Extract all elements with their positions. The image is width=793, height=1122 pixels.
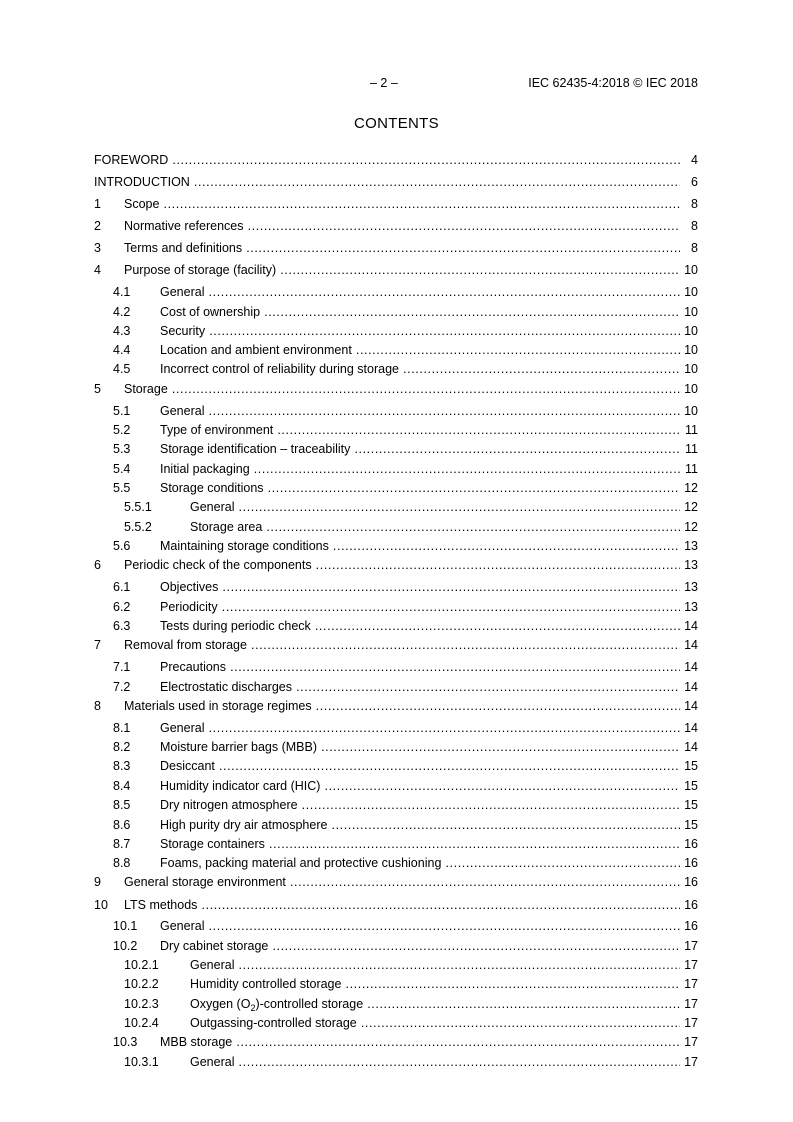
toc-entry-number: 8.7 bbox=[113, 837, 131, 851]
toc-entry-title: Humidity controlled storage ..... bbox=[190, 976, 680, 992]
toc-entry-number: 10.2.1 bbox=[124, 958, 159, 972]
toc-entry-page: 16 bbox=[684, 856, 698, 870]
toc-entry[interactable] bbox=[0, 403, 698, 419]
toc-entry-title: General ..... bbox=[190, 1054, 680, 1070]
toc-entry-title: Periodicity ..... bbox=[160, 599, 680, 615]
toc-entry-number: 8.8 bbox=[113, 856, 131, 870]
toc-entry-page: 13 bbox=[684, 539, 698, 553]
toc-entry-number: 4.1 bbox=[113, 285, 131, 299]
toc-entry-title: Terms and definitions ..... bbox=[124, 240, 680, 256]
toc-entry[interactable] bbox=[0, 441, 698, 457]
toc-entry-title: Cost of ownership ..... bbox=[160, 304, 680, 320]
toc-entry-number: 1 bbox=[94, 197, 101, 211]
toc-entry-title: General ..... bbox=[160, 720, 680, 736]
toc-entry[interactable] bbox=[0, 758, 698, 774]
toc-entry-title: Foams, packing material and protective cushioning ..... bbox=[160, 855, 680, 871]
toc-entry-number: 10.3.1 bbox=[124, 1055, 159, 1069]
toc-entry-page: 12 bbox=[684, 481, 698, 495]
toc-entry[interactable] bbox=[0, 778, 698, 794]
toc-entry[interactable] bbox=[0, 557, 698, 573]
toc-entry-number: 5 bbox=[94, 382, 101, 396]
toc-entry[interactable] bbox=[0, 1054, 698, 1070]
toc-entry-number: 5.1 bbox=[113, 404, 131, 418]
toc-entry-number: 4.5 bbox=[113, 362, 131, 376]
toc-entry-page: 10 bbox=[684, 305, 698, 319]
toc-entry[interactable] bbox=[0, 1015, 698, 1031]
toc-entry-page: 14 bbox=[684, 638, 698, 652]
toc-entry-number: 2 bbox=[94, 219, 101, 233]
toc-entry-number: 4.3 bbox=[113, 324, 131, 338]
toc-entry-title: Purpose of storage (facility) ..... bbox=[124, 262, 680, 278]
toc-entry[interactable] bbox=[0, 480, 698, 496]
toc-entry[interactable] bbox=[0, 957, 698, 973]
toc-entry-page: 6 bbox=[691, 175, 698, 189]
toc-entry-page: 4 bbox=[691, 153, 698, 167]
toc-entry-number: 4.4 bbox=[113, 343, 131, 357]
toc-entry-page: 12 bbox=[684, 500, 698, 514]
toc-entry[interactable] bbox=[0, 519, 698, 535]
toc-entry-title: LTS methods ..... bbox=[124, 897, 680, 913]
toc-entry-page: 17 bbox=[684, 1055, 698, 1069]
toc-entry-title: Dry nitrogen atmosphere ..... bbox=[160, 797, 680, 813]
toc-entry-title: Location and ambient environment ..... bbox=[160, 342, 680, 358]
toc-entry[interactable] bbox=[0, 874, 698, 890]
toc-entry-title: Storage containers ..... bbox=[160, 836, 680, 852]
toc-entry-title: Outgassing-controlled storage ..... bbox=[190, 1015, 680, 1031]
toc-entry-number: 5.5 bbox=[113, 481, 131, 495]
toc-entry-page: 13 bbox=[684, 600, 698, 614]
toc-entry-page: 10 bbox=[684, 285, 698, 299]
toc-entry[interactable] bbox=[0, 918, 698, 934]
toc-entry-number: 3 bbox=[94, 241, 101, 255]
toc-entry[interactable] bbox=[0, 897, 698, 913]
toc-entry[interactable] bbox=[0, 342, 698, 358]
toc-entry[interactable] bbox=[0, 323, 698, 339]
toc-entry[interactable] bbox=[0, 720, 698, 736]
toc-entry[interactable] bbox=[0, 679, 698, 695]
page-header bbox=[94, 76, 698, 92]
toc-entry-number: 6 bbox=[94, 558, 101, 572]
toc-entry-page: 17 bbox=[684, 958, 698, 972]
toc-entry-page: 10 bbox=[684, 324, 698, 338]
toc-entry-number: 6.1 bbox=[113, 580, 131, 594]
toc-entry-number: 8.4 bbox=[113, 779, 131, 793]
toc-entry[interactable] bbox=[0, 196, 698, 212]
toc-entry-title: Initial packaging ..... bbox=[160, 461, 680, 477]
toc-entry-number: 6.2 bbox=[113, 600, 131, 614]
toc-entry-title: Maintaining storage conditions ..... bbox=[160, 538, 680, 554]
toc-entry[interactable] bbox=[0, 637, 698, 653]
toc-entry-number: 8.3 bbox=[113, 759, 131, 773]
toc-entry-number: 8.2 bbox=[113, 740, 131, 754]
toc-entry[interactable] bbox=[0, 817, 698, 833]
toc-entry-title: Storage area ..... bbox=[190, 519, 680, 535]
toc-entry[interactable] bbox=[0, 538, 698, 554]
toc-entry-page: 17 bbox=[684, 997, 698, 1011]
toc-entry-number: 9 bbox=[94, 875, 101, 889]
toc-entry-title: General ..... bbox=[190, 499, 680, 515]
toc-entry-page: 17 bbox=[684, 977, 698, 991]
toc-entry-title: General ..... bbox=[160, 918, 680, 934]
toc-entry-number: 8.1 bbox=[113, 721, 131, 735]
toc-entry-page: 15 bbox=[684, 759, 698, 773]
toc-entry-title: FOREWORD ..... bbox=[94, 152, 680, 168]
toc-entry[interactable] bbox=[0, 836, 698, 852]
toc-entry-number: 4 bbox=[94, 263, 101, 277]
toc-entry-number: 10.2.4 bbox=[124, 1016, 159, 1030]
toc-entry-page: 14 bbox=[684, 619, 698, 633]
toc-entry[interactable] bbox=[0, 698, 698, 714]
toc-entry-page: 14 bbox=[684, 680, 698, 694]
toc-entry-page: 16 bbox=[684, 898, 698, 912]
toc-entry-number: 7.2 bbox=[113, 680, 131, 694]
toc-entry-number: 10.2.2 bbox=[124, 977, 159, 991]
toc-entry-page: 14 bbox=[684, 721, 698, 735]
toc-entry-number: 10.1 bbox=[113, 919, 138, 933]
toc-entry[interactable] bbox=[0, 284, 698, 300]
toc-entry-title: General ..... bbox=[160, 403, 680, 419]
toc-entry-title: Materials used in storage regimes ..... bbox=[124, 698, 680, 714]
toc-entry-page: 16 bbox=[684, 837, 698, 851]
toc-entry-page: 14 bbox=[684, 740, 698, 754]
toc-entry-page: 8 bbox=[691, 241, 698, 255]
toc-entry-title: Normative references ..... bbox=[124, 218, 680, 234]
toc-entry-number: 5.5.2 bbox=[124, 520, 152, 534]
toc-entry-number: 8 bbox=[94, 699, 101, 713]
toc-entry-title: Security ..... bbox=[160, 323, 680, 339]
toc-entry-page: 13 bbox=[684, 580, 698, 594]
toc-entry[interactable] bbox=[0, 174, 698, 190]
toc-entry-page: 14 bbox=[684, 660, 698, 674]
toc-entry-title: Storage ..... bbox=[124, 381, 680, 397]
toc-entry[interactable] bbox=[0, 938, 698, 954]
toc-entry[interactable] bbox=[0, 381, 698, 397]
toc-entry-page: 11 bbox=[685, 423, 698, 437]
toc-entry[interactable] bbox=[0, 1034, 698, 1050]
toc-entry-title: Moisture barrier bags (MBB) ..... bbox=[160, 739, 680, 755]
toc-entry[interactable] bbox=[0, 422, 698, 438]
toc-entry[interactable] bbox=[0, 976, 698, 992]
toc-entry-page: 11 bbox=[685, 462, 698, 476]
toc-entry-page: 10 bbox=[684, 263, 698, 277]
toc-entry-page: 15 bbox=[684, 818, 698, 832]
toc-entry[interactable] bbox=[0, 240, 698, 256]
toc-entry-number: 10.3 bbox=[113, 1035, 138, 1049]
toc-entry-title: Type of environment ..... bbox=[160, 422, 680, 438]
toc-entry-title: Scope ..... bbox=[124, 196, 680, 212]
toc-entry-number: 4.2 bbox=[113, 305, 131, 319]
toc-entry-page: 15 bbox=[684, 779, 698, 793]
toc-entry-number: 5.4 bbox=[113, 462, 131, 476]
toc-entry[interactable] bbox=[0, 499, 698, 515]
toc-entry-number: 5.3 bbox=[113, 442, 131, 456]
toc-entry[interactable] bbox=[0, 996, 698, 1012]
toc-entry-number: 10 bbox=[94, 898, 108, 912]
toc-entry-title: Removal from storage ..... bbox=[124, 637, 680, 653]
toc-entry-title: Periodic check of the components ..... bbox=[124, 557, 680, 573]
toc-entry-page: 13 bbox=[684, 558, 698, 572]
toc-entry[interactable] bbox=[0, 797, 698, 813]
toc-entry-number: 10.2.3 bbox=[124, 997, 159, 1011]
toc-entry-page: 11 bbox=[685, 442, 698, 456]
toc-entry-page: 10 bbox=[684, 343, 698, 357]
toc-entry[interactable] bbox=[0, 461, 698, 477]
toc-entry-number: 8.6 bbox=[113, 818, 131, 832]
toc-entry-page: 10 bbox=[684, 404, 698, 418]
toc-entry-title: Storage conditions ..... bbox=[160, 480, 680, 496]
toc-entry-title: General ..... bbox=[190, 957, 680, 973]
toc-entry-title: Desiccant ..... bbox=[160, 758, 680, 774]
toc-entry-number: 5.2 bbox=[113, 423, 131, 437]
toc-entry[interactable] bbox=[0, 361, 698, 377]
toc-entry-number: 8.5 bbox=[113, 798, 131, 812]
toc-entry[interactable] bbox=[0, 152, 698, 168]
toc-entry-page: 17 bbox=[684, 1016, 698, 1030]
toc-entry-number: 6.3 bbox=[113, 619, 131, 633]
toc-entry-title: High purity dry air atmosphere ..... bbox=[160, 817, 680, 833]
toc-entry-page: 10 bbox=[684, 382, 698, 396]
page-number: – 2 – bbox=[370, 76, 398, 90]
toc-entry-title: General storage environment ..... bbox=[124, 874, 680, 890]
toc-entry-page: 17 bbox=[684, 1035, 698, 1049]
toc-entry[interactable] bbox=[0, 304, 698, 320]
toc-entry-number: 5.5.1 bbox=[124, 500, 152, 514]
toc-entry-title: Dry cabinet storage ..... bbox=[160, 938, 680, 954]
toc-entry-title: General ..... bbox=[160, 284, 680, 300]
toc-entry[interactable] bbox=[0, 262, 698, 278]
toc-entry[interactable] bbox=[0, 599, 698, 615]
toc-entry-page: 16 bbox=[684, 919, 698, 933]
toc-entry-title: Tests during periodic check ..... bbox=[160, 618, 680, 634]
toc-entry-title: INTRODUCTION ..... bbox=[94, 174, 680, 190]
toc-entry-page: 8 bbox=[691, 219, 698, 233]
toc-entry-number: 7.1 bbox=[113, 660, 131, 674]
toc-entry[interactable] bbox=[0, 618, 698, 634]
toc-entry-number: 10.2 bbox=[113, 939, 138, 953]
toc-entry-page: 10 bbox=[684, 362, 698, 376]
toc-entry-page: 16 bbox=[684, 875, 698, 889]
toc-entry-title: MBB storage ..... bbox=[160, 1034, 680, 1050]
toc-entry-title: Electrostatic discharges ..... bbox=[160, 679, 680, 695]
page-title: CONTENTS bbox=[354, 115, 439, 132]
toc-entry-page: 17 bbox=[684, 939, 698, 953]
toc-entry-number: 7 bbox=[94, 638, 101, 652]
toc-entry[interactable] bbox=[0, 739, 698, 755]
toc-entry-page: 14 bbox=[684, 699, 698, 713]
toc-entry[interactable] bbox=[0, 659, 698, 675]
toc-entry-page: 15 bbox=[684, 798, 698, 812]
toc-entry[interactable] bbox=[0, 855, 698, 871]
toc-entry-page: 8 bbox=[691, 197, 698, 211]
toc-entry-title: Storage identification – traceability ..... bbox=[160, 441, 680, 457]
toc-entry[interactable] bbox=[0, 218, 698, 234]
toc-entry-page: 12 bbox=[684, 520, 698, 534]
toc-entry-title: Precautions ..... bbox=[160, 659, 680, 675]
toc-entry-title: Oxygen $(O_2)$-controlled storage ..... bbox=[190, 996, 680, 1012]
toc-entry-title: Humidity indicator card (HIC) ..... bbox=[160, 778, 680, 794]
toc-entry-number: 5.6 bbox=[113, 539, 131, 553]
standard-reference: IEC 62435-4:2018 © IEC 2018 bbox=[528, 76, 698, 90]
toc-entry-title: Objectives ..... bbox=[160, 579, 680, 595]
toc-entry-title: Incorrect control of reliability during storage ..... bbox=[160, 361, 680, 377]
toc-entry[interactable] bbox=[0, 579, 698, 595]
